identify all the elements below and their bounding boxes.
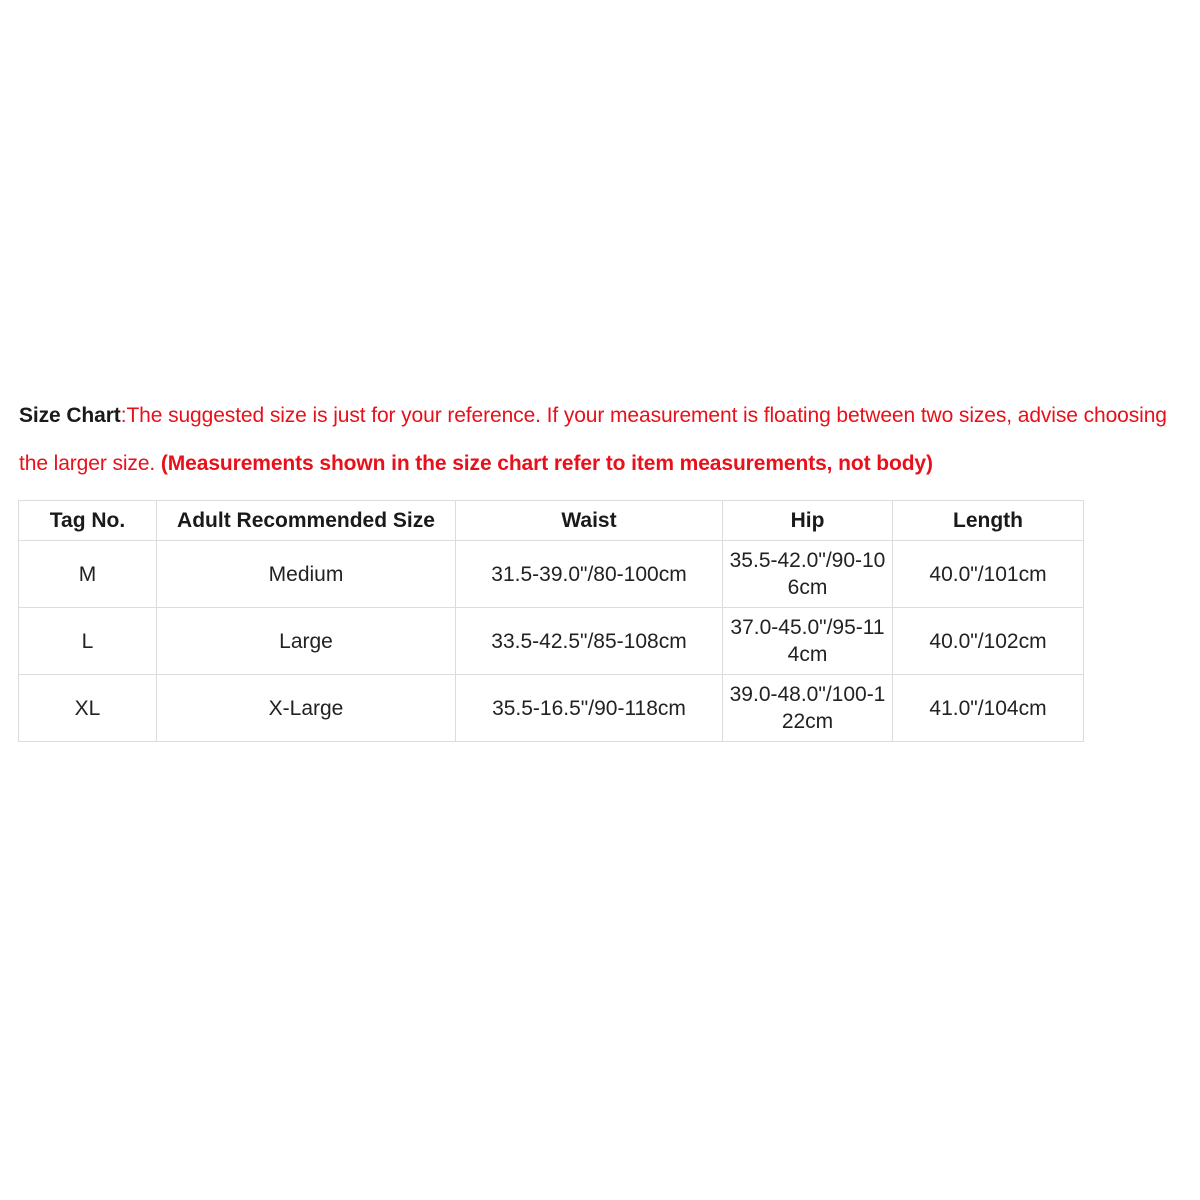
cell-length: 40.0"/102cm xyxy=(893,608,1084,675)
header-hip: Hip xyxy=(723,501,893,541)
table-header-row xyxy=(19,501,1084,541)
cell-recommended-size: Large xyxy=(157,608,456,675)
cell-length: 41.0"/104cm xyxy=(893,675,1084,742)
cell-recommended-size: Medium xyxy=(157,541,456,608)
header-adult-recommended-size: Adult Recommended Size xyxy=(157,501,456,541)
size-table xyxy=(18,500,1084,742)
cell-waist: 35.5-16.5"/90-118cm xyxy=(456,675,723,742)
cell-waist: 31.5-39.0"/80-100cm xyxy=(456,541,723,608)
header-tag-no: Tag No. xyxy=(19,501,157,541)
cell-hip: 37.0-45.0"/95-114cm xyxy=(723,608,893,675)
size-chart-note: (Measurements shown in the size chart refer to item measurements, not body) xyxy=(160,452,933,475)
cell-tag-no: XL xyxy=(19,675,157,742)
size-chart-separator: : xyxy=(120,404,127,427)
table-row xyxy=(19,675,1084,742)
size-chart-label: Size Chart xyxy=(19,404,121,427)
cell-hip: 35.5-42.0"/90-106cm xyxy=(723,541,893,608)
header-waist: Waist xyxy=(456,501,723,541)
table-row xyxy=(19,541,1084,608)
size-chart-intro xyxy=(19,392,1194,488)
cell-tag-no: L xyxy=(19,608,157,675)
size-chart-advice: The suggested size is just for your reference. If your measurement is floating between two sizes, advise choosing the larger size. xyxy=(19,404,1167,475)
cell-recommended-size: X-Large xyxy=(157,675,456,742)
cell-waist: 33.5-42.5"/85-108cm xyxy=(456,608,723,675)
cell-tag-no: M xyxy=(19,541,157,608)
cell-length: 40.0"/101cm xyxy=(893,541,1084,608)
cell-hip: 39.0-48.0"/100-122cm xyxy=(723,675,893,742)
table-row xyxy=(19,608,1084,675)
header-length: Length xyxy=(893,501,1084,541)
